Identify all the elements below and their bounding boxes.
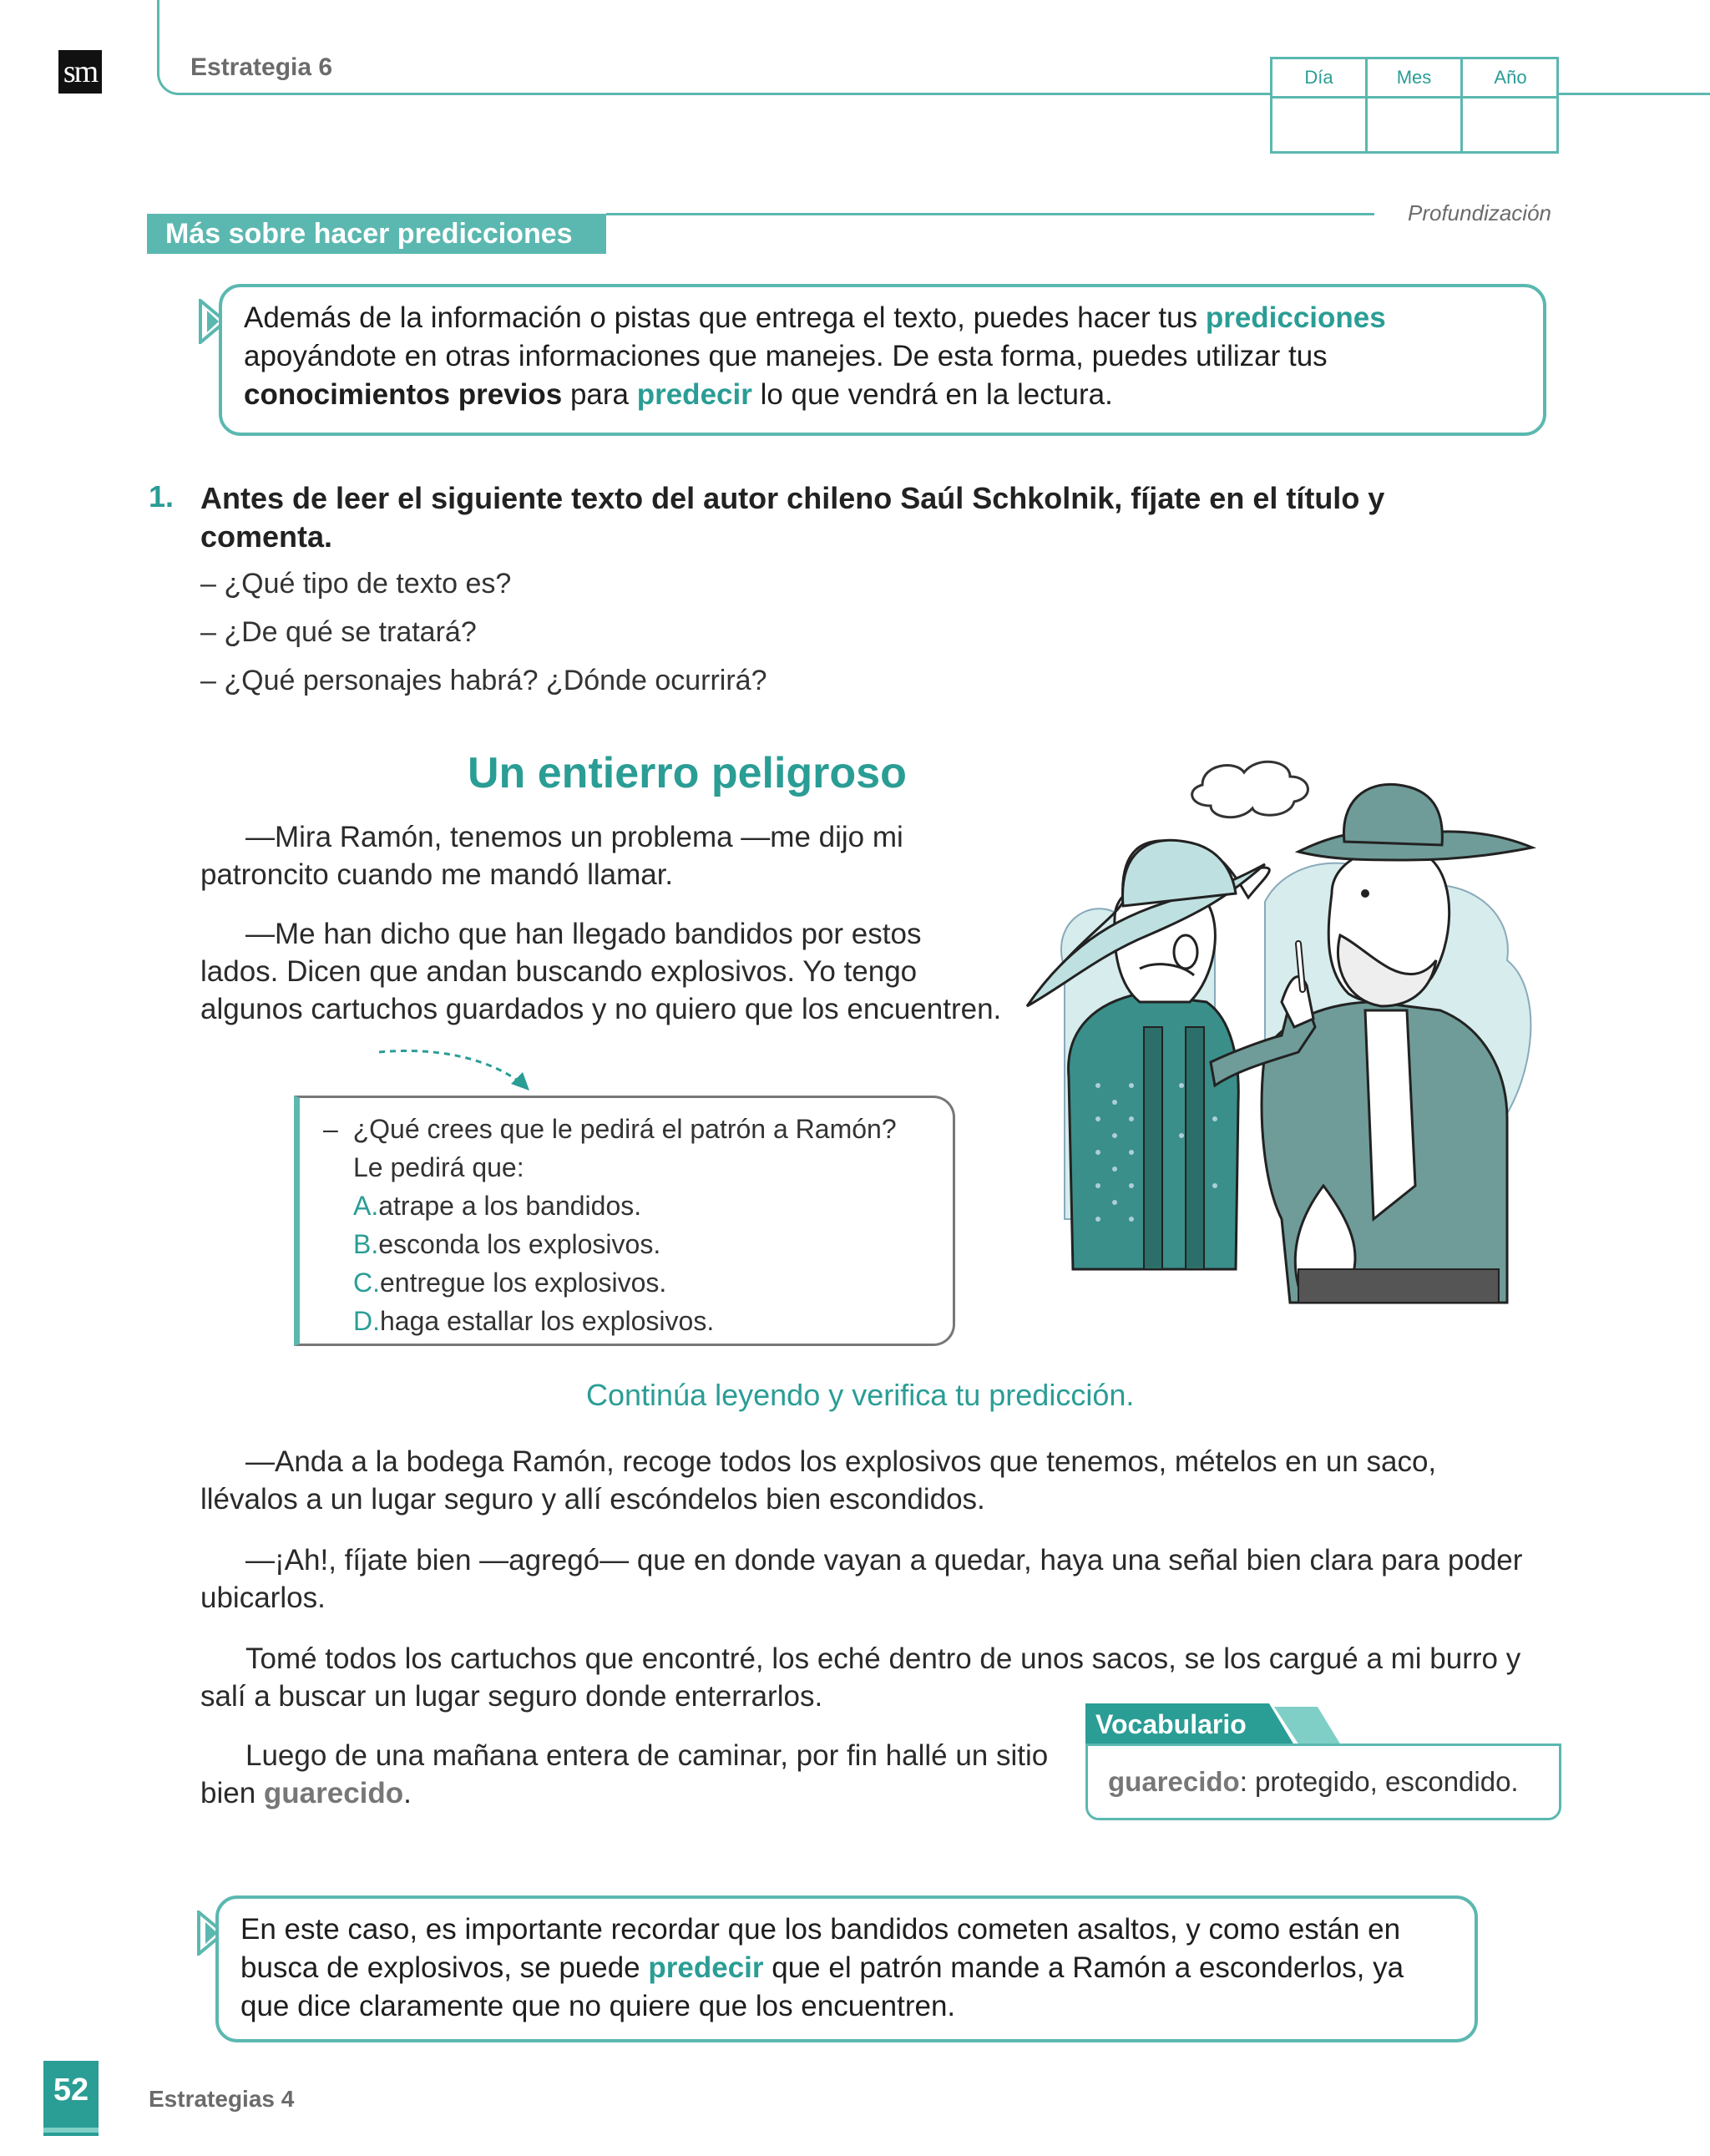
date-month-cell[interactable] [1368, 59, 1463, 151]
activity-question: – ¿Qué personajes habrá? ¿Dónde ocurrirá? [200, 665, 767, 696]
tip-bold: conocimientos previos [244, 378, 563, 411]
activity-question: – ¿Qué tipo de texto es? [200, 568, 512, 600]
vocab-definition: : protegido, escondido. [1239, 1766, 1519, 1797]
tip-text: apoyándote en otras informaciones que manejes. De esta forma, puedes utilizar tus [244, 340, 1328, 372]
date-month-label: Mes [1368, 59, 1460, 99]
story-paragraph: —¡Ah!, fíjate bien —agregó— que en donde vayan a quedar, haya una señal bien clara para poder ubicarlos. [200, 1544, 1523, 1614]
section-tag: Profundización [1408, 200, 1551, 225]
thought-cloud-icon [1192, 762, 1308, 817]
tip-keyword: predecir [636, 378, 752, 411]
question-dash: – [323, 1114, 338, 1144]
story-title: Un entierro peligroso [468, 749, 907, 797]
question-lead: Le pedirá que: [353, 1152, 524, 1182]
dotted-arrow-icon [376, 1044, 534, 1094]
question-text: ¿Qué crees que le pedirá el patrón a Ramón? [352, 1114, 897, 1144]
option-a[interactable] [323, 1187, 953, 1225]
option-letter: A. [353, 1191, 379, 1221]
book-label: Estrategias 4 [149, 2086, 295, 2112]
date-day-cell[interactable] [1272, 59, 1368, 151]
publisher-logo: sm [58, 50, 102, 94]
story-paragraph: Tomé todos los cartuchos que encontré, los eché dentro de unos sacos, se los cargué a mi burro y salí a buscar un lugar seguro donde enterrarlos. [200, 1642, 1521, 1713]
story-paragraph: —Me han dicho que han llegado bandidos por estos lados. Dicen que andan buscando explosivos. Yo tengo algunos cartuchos guardados y no quiero que los encuentren. [200, 918, 1002, 1025]
tip-keyword: predecir [648, 1951, 764, 1984]
vocab-box [1085, 1744, 1561, 1820]
prediction-question-box [294, 1096, 955, 1346]
option-text: haga estallar los explosivos. [380, 1306, 715, 1336]
date-year-label: Año [1463, 59, 1558, 99]
story-illustration [1014, 752, 1582, 1319]
page-number-rule [43, 2128, 99, 2133]
tip-text: lo que vendrá en la lectura. [751, 378, 1113, 411]
option-text: atrape a los bandidos. [378, 1191, 642, 1221]
story-text: Luego de una mañana entera de caminar, por fin hallé un sitio bien [200, 1739, 1049, 1809]
option-text: entregue los explosivos. [380, 1268, 667, 1298]
activity-prompt: Antes de leer el siguiente texto del autor chileno Saúl Schkolnik, fíjate en el título y comenta. [200, 481, 1385, 554]
option-text: esconda los explosivos. [378, 1229, 661, 1259]
option-letter: B. [353, 1229, 379, 1259]
activity-question: – ¿De qué se tratará? [200, 616, 477, 648]
strategy-label: Estrategia 6 [190, 53, 333, 81]
section-title: Más sobre hacer predicciones [147, 214, 606, 254]
activity-number: 1. [149, 479, 175, 514]
option-b[interactable] [323, 1225, 953, 1263]
tip-text: En este caso, es importante recordar que los bandidos cometen asaltos, y como están en busca de explosivos, se puede [240, 1913, 1401, 1984]
option-letter: C. [353, 1268, 380, 1298]
continue-instruction: Continúa leyendo y verifica tu predicción. [586, 1378, 1135, 1412]
story-paragraph [200, 1737, 1052, 1812]
tip-keyword: predicciones [1205, 301, 1386, 334]
tip-callout [219, 284, 1546, 436]
conclusion-callout [215, 1895, 1478, 2042]
vocab-word: guarecido [1108, 1766, 1240, 1797]
date-year-cell[interactable] [1463, 59, 1558, 151]
tip-text: Además de la información o pistas que entrega el texto, puedes hacer tus [244, 301, 1206, 334]
story-paragraph: —Mira Ramón, tenemos un problema —me dijo mi patroncito cuando me mandó llamar. [200, 821, 903, 891]
section-rule [606, 213, 1374, 215]
vocab-word-inline: guarecido [263, 1777, 404, 1809]
page-number: 52 [43, 2061, 99, 2136]
date-day-label: Día [1272, 59, 1365, 99]
story-paragraph: —Anda a la bodega Ramón, recoge todos los explosivos que tenemos, mételos en un saco, llévalos a un lugar seguro y allí escóndelos bien escondidos. [200, 1445, 1437, 1516]
tip-text: que el patrón mande a Ramón a esconderlos, ya que dice claramente que no quiere que los encuentren. [240, 1951, 1404, 2022]
prediction-question [323, 1110, 953, 1148]
option-c[interactable] [323, 1263, 953, 1302]
option-letter: D. [353, 1306, 380, 1336]
vocab-heading: Vocabulario [1095, 1709, 1247, 1739]
story-text: . [403, 1777, 412, 1809]
option-d[interactable] [323, 1302, 953, 1340]
date-table [1270, 57, 1559, 154]
tip-text: para [562, 378, 637, 411]
